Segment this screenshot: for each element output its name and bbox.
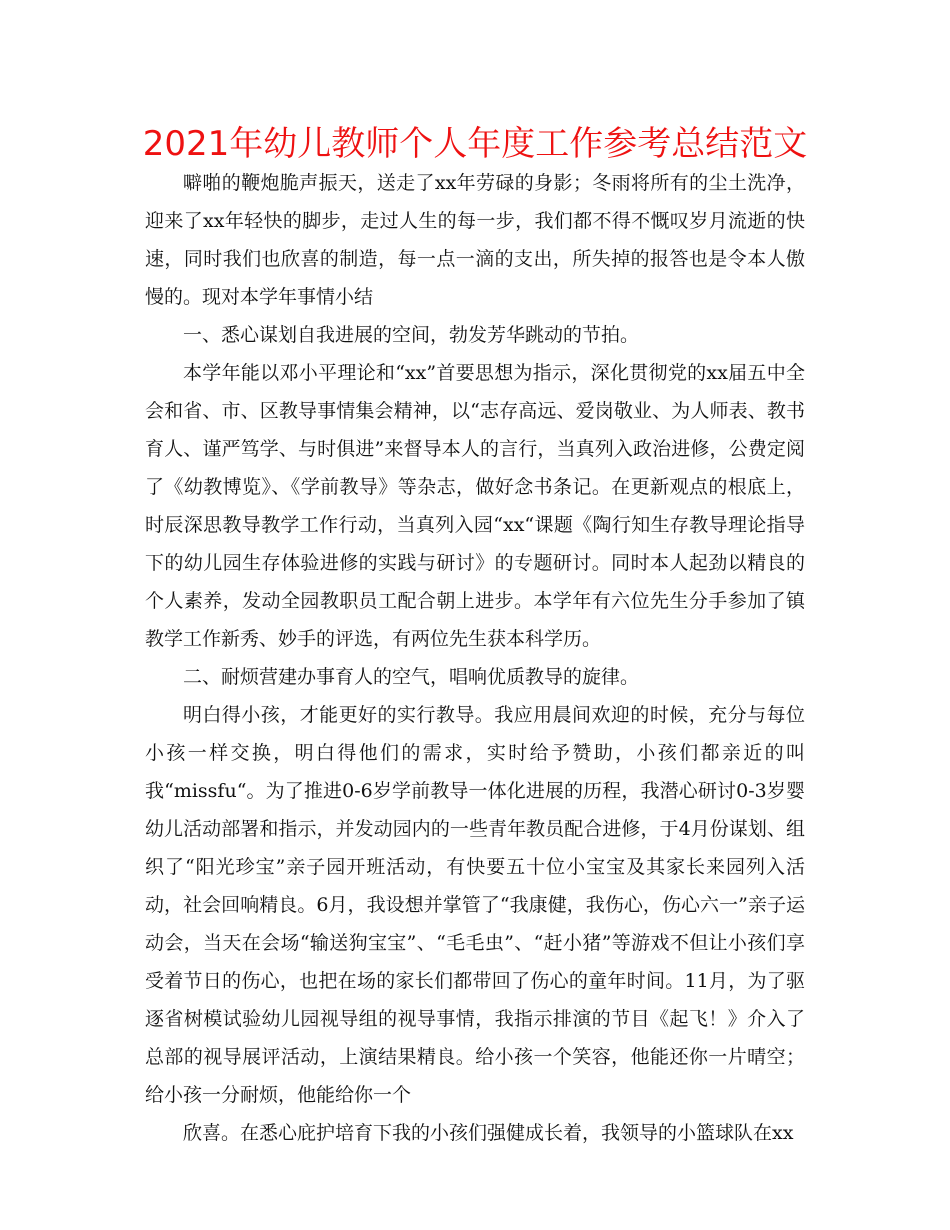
paragraph-section-1: 本学年能以邓小平理论和“xx”首要思想为指示，深化贯彻党的xx届五中全会和省、市、区教导事情集会精神，以“志存高远、爱岗敬业、为人师表、教书育人、谨严笃学、与时俱进”来督导本人的言行，当真列入政治进修，公费定阅了《幼教博览》、《学前教导》等杂志，做好念书条记。在更新观点的根底上，时辰深思教导教学工作行动，当真列入园“xx“课题《陶行知生存教导理论指导下的幼儿园生存体验进修的实践与研讨》的专题研讨。同时本人起劲以精良的个人素养，发动全园教职员工配合朝上进步。本学年有六位先生分手参加了镇教学工作新秀、妙手的评选，有两位先生获本科学历。 (145, 362, 805, 650)
paragraph-intro: 噼啪的鞭炮脆声振天，送走了xx年劳碌的身影；冬雨将所有的尘土洗净，迎来了xx年轻快的脚步，走过人生的每一步，我们都不得不慨叹岁月流逝的快速，同时我们也欣喜的制造，每一点一滴的支出，所失掉的报答也是令本人傲慢的。现对本学年事情小结 (145, 172, 805, 308)
document-title: 2021年幼儿教师个人年度工作参考总结范文 (142, 124, 808, 164)
section-heading-1: 一、悉心谋划自我进展的空间，勃发芳华跳动的节拍。 (183, 324, 640, 346)
paragraph-section-2: 明白得小孩，才能更好的实行教导。我应用晨间欢迎的时候，充分与每位小孩一样交换，明白得他们的需求，实时给予赞助，小孩们都亲近的叫我“missfu“。为了推进0-6岁学前教导一体化进展的历程，我潜心研讨0-3岁婴幼儿活动部署和指示，并发动园内的一些青年教员配合进修，于4月份谋划、组织了“阳光珍宝”亲子园开班活动，有快要五十位小宝宝及其家长来园列入活动，社会回响精良。6月，我设想并掌管了“我康健，我伤心，伤心六一”亲子运动会，当天在会场“输送狗宝宝”、“毛毛虫”、“赶小猪”等游戏不但让小孩们享受着节日的伤心，也把在场的家长们都带回了伤心的童年时间。11月，为了驱逐省树模试验幼儿园视导组的视导事情，我指示排演的节目《起飞！》介入了总部的视导展评活动，上演结果精良。给小孩一个笑容，他能还你一片晴空；给小孩一分耐烦，他能给你一个 (145, 704, 805, 1106)
section-heading-2: 二、耐烦营建办事育人的空气，唱响优质教导的旋律。 (183, 666, 640, 688)
paragraph-continued: 欣喜。在悉心庇护培育下我的小孩们强健成长着，我领导的小篮球队在xx (183, 1122, 794, 1144)
document-body (145, 164, 805, 1152)
